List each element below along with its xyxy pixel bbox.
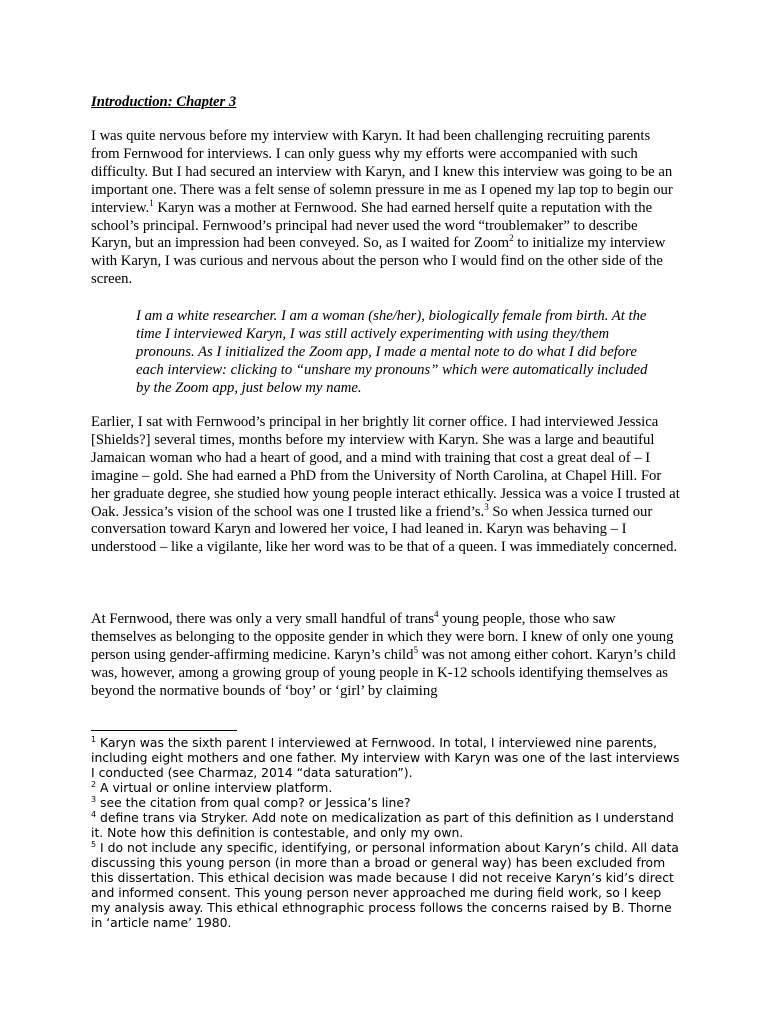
paragraph-3: [91, 611, 681, 701]
paragraph-2: [91, 414, 681, 557]
paragraph-2-part-b: So when Jessica turned our conversation toward Karyn and lowered her voice, I had leaned in. Karyn was behaving – I understood – like a vigilante, like her word was to be that of a queen. I was immediately concerned.: [91, 503, 678, 556]
footnote-number: 4: [91, 809, 97, 819]
footnote-text: define trans via Stryker. Add note on medicalization as part of this definition as I understand it. Note how this definition is contestable, and only my own.: [91, 810, 674, 840]
paragraph-3-part-c: was not among either cohort. Karyn’s child was, however, among a growing group of young people in K-12 schools identifying themselves as beyond the normative bounds of ‘boy’ or ‘girl’ by claiming: [91, 646, 676, 699]
footnote-ref-3[interactable]: 3: [484, 501, 489, 512]
footnote-ref-1[interactable]: 1: [149, 197, 154, 208]
footnote-ref-4[interactable]: 4: [434, 609, 439, 620]
paragraph-3-part-a: At Fernwood, there was only a very small handful of trans: [91, 611, 435, 627]
footnote-separator: [91, 730, 237, 731]
paragraph-1-part-b: Karyn was a mother at Fernwood. She had earned herself quite a reputation with the school’s principal. Fernwood’s principal had never used the word “troublemaker” to describe Karyn, but an impression had been conveyed. So, as I waited for Zoom: [91, 199, 653, 252]
footnote-number: 1: [91, 734, 97, 744]
footnote-text: see the citation from qual comp? or Jessica’s line?: [96, 795, 411, 810]
block-quote: I am a white researcher. I am a woman (she/her), biologically female from birth. At the time I interviewed Karyn, I was still actively experimenting with using they/them pronouns. As I initialized the Zoom app, I made a mental note to do what I did before each interview: clicking to “unshare my pronouns” which were automatically included by the Zoom app, just below my name.: [136, 308, 648, 396]
paragraph-3-part-b: young people, those who saw themselves as belonging to the opposite gender in which they were born. I knew of only one young person using gender-affirming medicine. Karyn’s child: [91, 611, 674, 663]
footnotes: [91, 735, 681, 930]
footnote-text: A virtual or online interview platform.: [96, 780, 333, 795]
footnote-text: Karyn was the sixth parent I interviewed at Fernwood. In total, I interviewed nine parents, including eight mothers and one father. My interview with Karyn was one of the last interviews I conducted (see Charmaz, 2014 “data saturation”).: [91, 735, 680, 780]
footnote-1: [91, 735, 681, 780]
footnote-number: 2: [91, 779, 97, 789]
footnote-4: [91, 810, 681, 840]
paragraph-1-part-c: to initialize my interview with Karyn, I was curious and nervous about the person who I would find on the other side of the screen.: [91, 235, 666, 288]
footnote-2: [91, 780, 681, 795]
footnote-5: [91, 840, 681, 930]
paragraph-1-part-a: I was quite nervous before my interview with Karyn. It had been challenging recruiting parents from Fernwood for interviews. I can only guess why my efforts were accompanied with such difficulty. But I had secured an interview with Karyn, and I knew this interview was going to be an important one. There was a felt sense of solemn pressure in me as I opened my lap top to begin our interview.: [91, 128, 673, 216]
footnote-number: 3: [91, 794, 97, 804]
chapter-heading: Introduction: Chapter 3: [91, 94, 237, 110]
paragraph-1: [91, 128, 681, 289]
paragraph-2-part-a: Earlier, I sat with Fernwood’s principal in her brightly lit corner office. I had interviewed Jessica [Shields?] several times, months before my interview with Karyn. She was a large and beautiful Jamaican woman who had a heart of good, and a mind with training that cost a great deal of – I imagine – gold. She had earned a PhD from the University of North Carolina, at Chapel Hill. For her graduate degree, she studied how young people interact ethically. Jessica was a voice I trusted at Oak. Jessica’s vision of the school was one I trusted like a friend’s.: [91, 414, 680, 520]
footnote-number: 5: [91, 839, 97, 849]
footnote-text: I do not include any specific, identifying, or personal information about Karyn’s child. All data discussing this young person (in more than a broad or general way) has been excluded from this dissertation. This ethical decision was made because I did not receive Karyn’s kid’s direct and informed consent. This young person never approached me during field work, so I keep my analysis away. This ethical ethnographic process follows the concerns raised by B. Thorne in ‘article name’ 1980.: [91, 840, 679, 930]
footnote-3: [91, 795, 681, 810]
footnote-ref-2[interactable]: 2: [509, 233, 514, 244]
footnote-ref-5[interactable]: 5: [413, 644, 418, 655]
